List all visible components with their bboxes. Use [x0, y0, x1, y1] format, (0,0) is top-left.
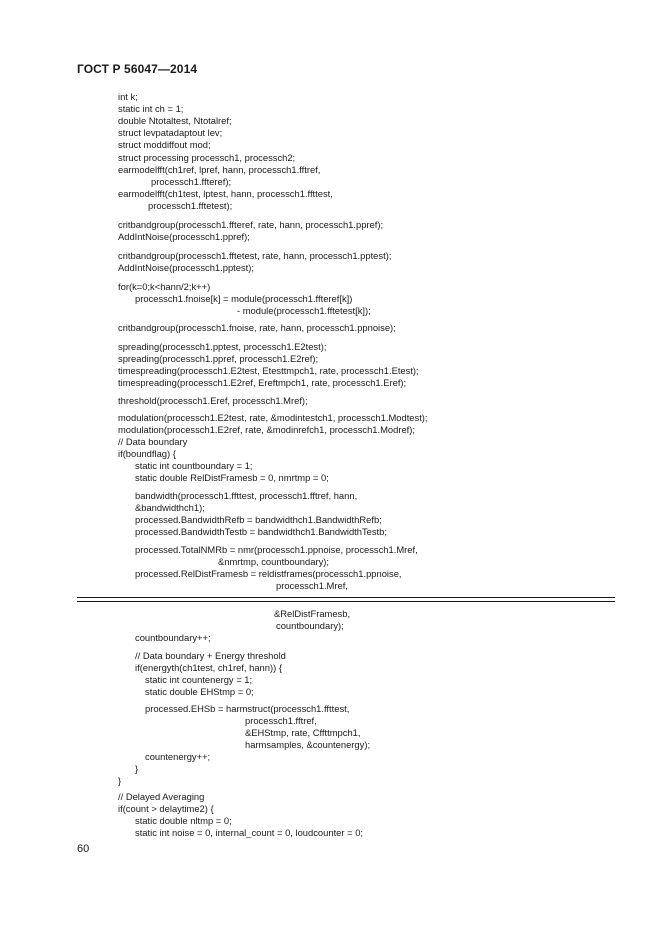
code-line: spreading(processch1.pptest, processch1.E2test);	[118, 341, 327, 352]
code-line: struct processing processch1, processch2;	[118, 152, 296, 163]
code-line: critbandgroup(processch1.fnoise, rate, hann, processch1.ppnoise);	[118, 322, 396, 333]
code-line: critbandgroup(processch1.ffteref, rate, hann, processch1.ppref);	[118, 219, 384, 230]
code-line: &bandwidthch1);	[135, 502, 205, 513]
code-line: static int countenergy = 1;	[145, 674, 253, 685]
code-line: processch1.ffteref);	[151, 176, 232, 187]
code-line: processch1.fftetest);	[148, 200, 233, 211]
code-line: struct levpatadaptout lev;	[118, 127, 223, 138]
code-line: processed.BandwidthTestb = bandwidthch1.BandwidthTestb;	[135, 526, 387, 537]
code-line: countboundary);	[276, 620, 344, 631]
code-line: earmodelfft(ch1ref, lpref, hann, processch1.fftref,	[118, 164, 321, 175]
code-line: processed.TotalNMRb = nmr(processch1.ppnoise, processch1.Mref,	[135, 544, 418, 555]
code-line: processch1.fftref,	[245, 715, 317, 726]
code-line: bandwidth(processch1.ffttest, processch1.fftref, hann,	[135, 490, 358, 501]
page-break-rule-bottom	[77, 601, 615, 602]
code-line: harmsamples, &countenergy);	[245, 739, 371, 750]
code-line: static double nltmp = 0;	[135, 815, 232, 826]
code-line: processed.EHSb = harmstruct(processch1.ffttest,	[145, 703, 350, 714]
code-line: // Data boundary + Energy threshold	[135, 650, 286, 661]
code-line: processed.RelDistFramesb = reldistframes(processch1.ppnoise,	[135, 568, 402, 579]
page-number: 60	[77, 843, 90, 855]
code-line: int k;	[118, 91, 138, 102]
code-line: timespreading(processch1.E2ref, Ereftmpch1, rate, processch1.Eref);	[118, 377, 407, 388]
code-line: // Data boundary	[118, 436, 188, 447]
code-line: countboundary++;	[135, 632, 211, 643]
code-line: &RelDistFramesb,	[274, 608, 351, 619]
code-line: - module(processch1.fftetest[k]);	[237, 305, 371, 316]
code-line: }	[135, 763, 139, 774]
code-line: static double RelDistFramesb = 0, nmrtmp = 0;	[135, 472, 329, 483]
code-line: threshold(processch1.Eref, processch1.Mref);	[118, 395, 308, 406]
code-line: static int ch = 1;	[118, 103, 184, 114]
code-line: critbandgroup(processch1.fftetest, rate, hann, processch1.pptest);	[118, 250, 392, 261]
document-header: ГОСТ Р 56047—2014	[77, 62, 198, 76]
code-line: processch1.Mref,	[276, 580, 348, 591]
code-line: earmodelfft(ch1test, lptest, hann, processch1.ffttest,	[118, 188, 333, 199]
page-break-rule-top	[77, 597, 615, 598]
code-line: countenergy++;	[145, 751, 211, 762]
code-line: double Ntotaltest, Ntotalref;	[118, 115, 232, 126]
code-line: processch1.fnoise[k] = module(processch1.ffteref[k])	[135, 293, 353, 304]
code-line: static int countboundary = 1;	[135, 460, 253, 471]
code-line: // Delayed Averaging	[118, 791, 205, 802]
code-line: &EHStmp, rate, Cffttmpch1,	[245, 727, 361, 738]
code-line: timespreading(processch1.E2test, Etesttmpch1, rate, processch1.Etest);	[118, 365, 419, 376]
code-line: &nmrtmp, countboundary);	[218, 556, 329, 567]
code-line: if(boundflag) {	[118, 448, 176, 459]
code-line: struct moddiffout mod;	[118, 139, 211, 150]
code-line: modulation(processch1.E2ref, rate, &modinrefch1, processch1.Modref);	[118, 424, 416, 435]
code-line: AddIntNoise(processch1.ppref);	[118, 231, 250, 242]
code-line: static double EHStmp = 0;	[145, 686, 254, 697]
code-line: if(count > delaytime2) {	[118, 803, 214, 814]
code-line: static int noise = 0, internal_count = 0, loudcounter = 0;	[135, 827, 364, 838]
code-line: spreading(processch1.ppref, processch1.E2ref);	[118, 353, 319, 364]
code-line: modulation(processch1.E2test, rate, &modintestch1, processch1.Modtest);	[118, 412, 428, 423]
code-line: processed.BandwidthRefb = bandwidthch1.BandwidthRefb;	[135, 514, 382, 525]
code-line: for(k=0;k<hann/2;k++)	[118, 281, 211, 292]
code-line: AddIntNoise(processch1.pptest);	[118, 262, 255, 273]
code-line: if(energyth(ch1test, ch1ref, hann)) {	[135, 662, 282, 673]
code-line: }	[118, 775, 122, 786]
